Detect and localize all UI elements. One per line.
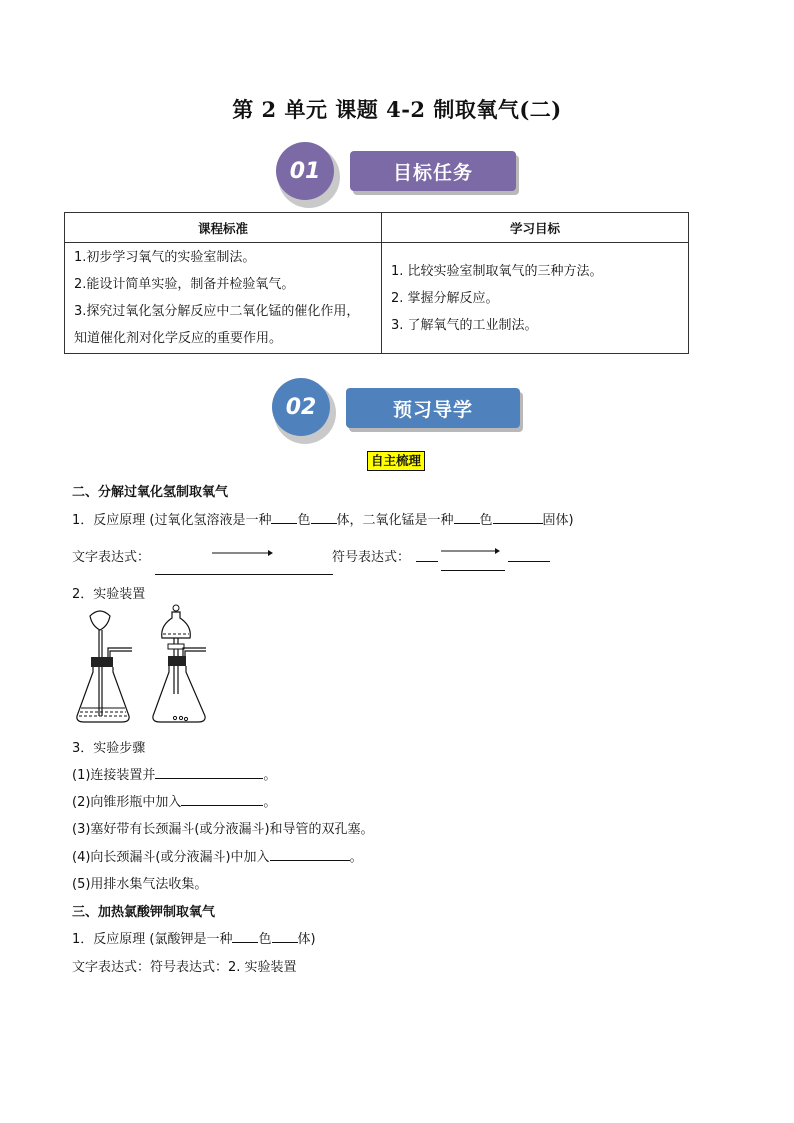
equation-line: 文字表达式：符号表达式：2. 实验装置 bbox=[72, 960, 297, 975]
word-equation-label: 文字表达式： bbox=[72, 550, 151, 565]
step-2: (2)向锥形瓶中加入 。 bbox=[72, 791, 276, 810]
list-item: 3. 了解氧气的工业制法。 bbox=[391, 317, 538, 333]
reaction-principle-line: 1．反应原理 (过氧化氢溶液是一种 色 体，二氧化锰是一种 色 固体) bbox=[72, 509, 574, 528]
badge-number: 02 bbox=[272, 378, 330, 436]
table-header: 学习目标 bbox=[382, 213, 689, 243]
step-5: (5)用排水集气法收集。 bbox=[72, 877, 208, 892]
section-heading: 三、加热氯酸钾制取氧气 bbox=[72, 905, 216, 920]
fill-blank[interactable] bbox=[232, 928, 258, 943]
word-equation-blank[interactable] bbox=[155, 560, 333, 575]
step-3: (3)塞好带有长颈漏斗(或分液漏斗)和导管的双孔塞。 bbox=[72, 822, 374, 837]
step-4: (4)向长颈漏斗(或分液漏斗)中加入 。 bbox=[72, 846, 363, 865]
list-item: 3.探究过氧化氢分解反应中二氧化锰的催化作用， bbox=[74, 304, 360, 319]
page-title: 第 2 单元 课题 4-2 制取氧气(二) bbox=[232, 97, 562, 122]
symbol-equation-label: 符号表达式： bbox=[332, 550, 411, 565]
badge-label: 预习导学 bbox=[346, 388, 520, 428]
fill-blank[interactable] bbox=[416, 547, 438, 562]
list-item: 2. 掌握分解反应。 bbox=[391, 290, 499, 306]
step-1: (1)连接装置并 。 bbox=[72, 764, 276, 783]
fill-blank[interactable] bbox=[493, 509, 543, 524]
fill-blank[interactable] bbox=[155, 764, 263, 779]
fill-blank[interactable] bbox=[270, 846, 350, 861]
list-item: 知道催化剂对化学反应的重要作用。 bbox=[74, 331, 283, 346]
badge-label: 目标任务 bbox=[350, 151, 516, 191]
separatory-funnel-flask-icon bbox=[148, 604, 218, 728]
table-header: 课程标准 bbox=[65, 213, 382, 243]
fill-blank[interactable] bbox=[271, 509, 297, 524]
list-item: 1. 比较实验室制取氧气的三种方法。 bbox=[391, 263, 603, 279]
list-item: 1.初步学习氧气的实验室制法。 bbox=[74, 250, 256, 265]
section-heading: 二、分解过氧化氢制取氧气 bbox=[72, 485, 229, 500]
course-standard-cell bbox=[65, 243, 382, 354]
learning-goal-cell bbox=[382, 243, 689, 354]
arrow-icon bbox=[210, 546, 274, 560]
fill-blank[interactable] bbox=[181, 791, 263, 806]
list-item: 2.能设计简单实验，制备并检验氧气。 bbox=[74, 277, 295, 292]
self-study-tag: 自主梳理 bbox=[367, 451, 425, 471]
fill-blank[interactable] bbox=[454, 509, 480, 524]
steps-title: 3．实验步骤 bbox=[72, 741, 146, 756]
symbol-equation-blank[interactable] bbox=[441, 556, 505, 571]
fill-blank[interactable] bbox=[272, 928, 298, 943]
badge-number: 01 bbox=[276, 142, 334, 200]
fill-blank[interactable] bbox=[508, 547, 550, 562]
apparatus-label: 2．实验装置 bbox=[72, 587, 146, 602]
reaction-principle-line: 1．反应原理 (氯酸钾是一种 色 体) bbox=[72, 928, 316, 947]
standards-table bbox=[64, 212, 689, 354]
fill-blank[interactable] bbox=[311, 509, 337, 524]
